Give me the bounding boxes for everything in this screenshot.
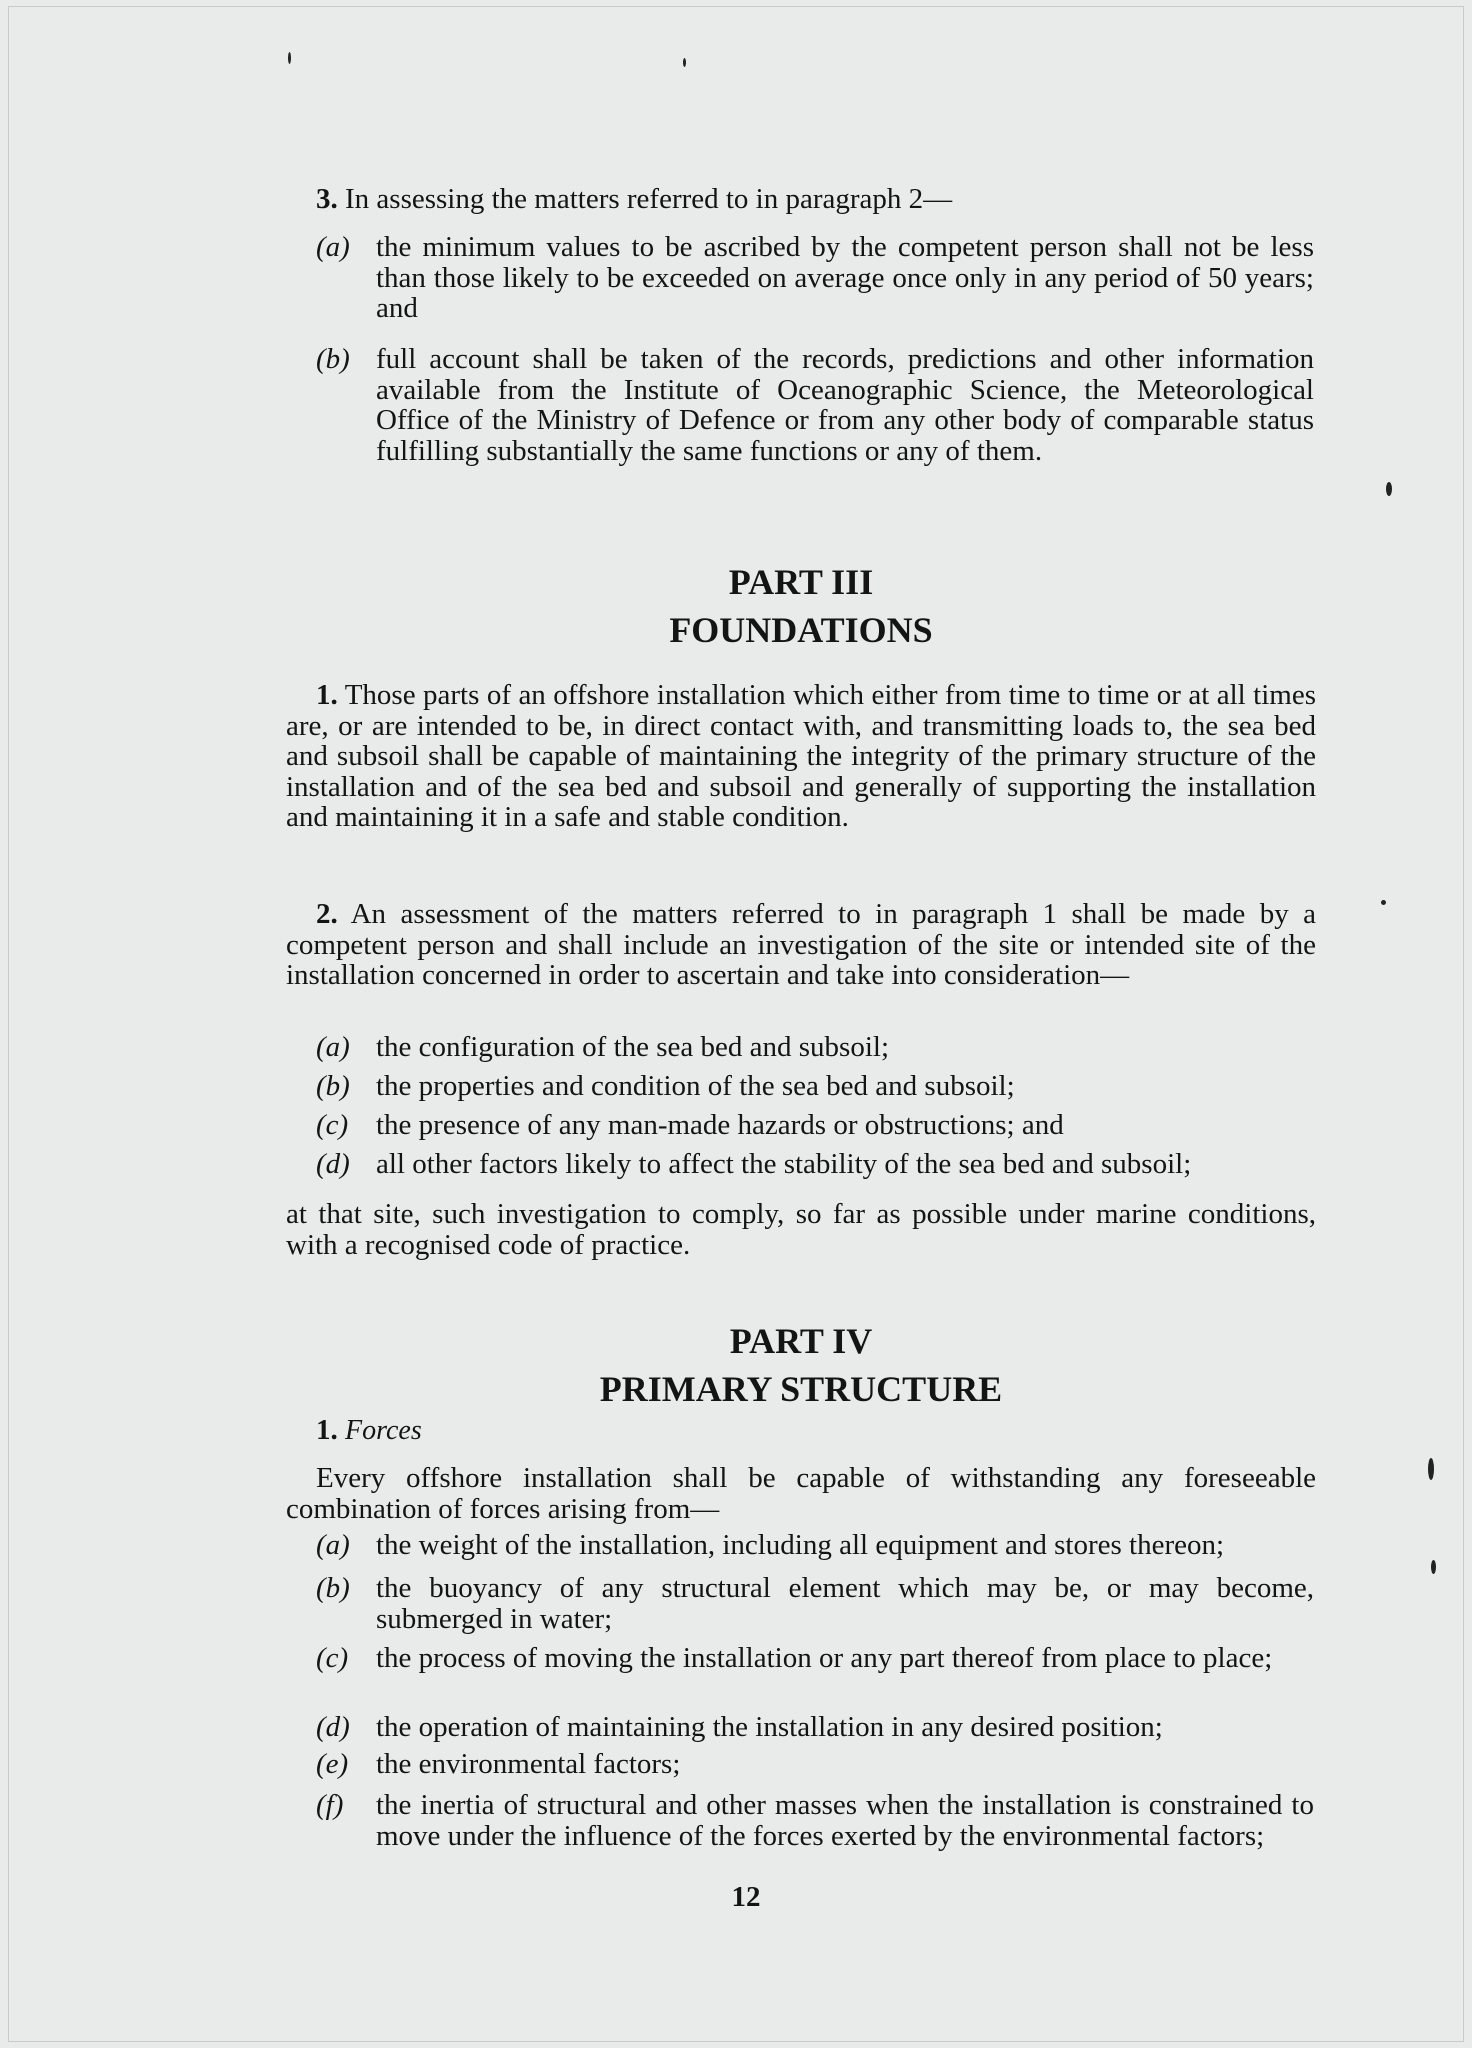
part4-subsection-1: [316, 1415, 422, 1446]
item-text: the weight of the installation, including all equipment and stores thereon;: [376, 1529, 1225, 1561]
item-label: (d): [316, 1711, 350, 1743]
item-text: the properties and condition of the sea bed and subsoil;: [376, 1070, 1015, 1102]
subsection-title: Forces: [345, 1415, 422, 1446]
paragraph-number: 2.: [316, 898, 338, 930]
item-label: (b): [316, 343, 350, 375]
item-text: the inertia of structural and other masses when the installation is constrained to move under the influence of the forces exerted by the environmental factors;: [376, 1789, 1314, 1852]
item-label: (e): [316, 1748, 349, 1780]
item-label: (a): [316, 1031, 350, 1063]
paragraph-text: Those parts of an offshore installation which either from time to time or at all times are, or are intended to be, in direct contact with, and transmitting loads to, the sea bed and subsoil shall be capable of maintaining the integrity of the primary structure of the installation and of the sea bed and subsoil and generally of supporting the installation and maintaining it in a safe and stable condition.: [286, 679, 1316, 833]
scan-speck: [288, 52, 291, 64]
item-label: (a): [316, 1529, 350, 1561]
item-text: the configuration of the sea bed and subsoil;: [376, 1031, 890, 1063]
item-label: (c): [316, 1642, 349, 1674]
page-number: 12: [731, 1881, 761, 1913]
subsection-number: 1.: [316, 1414, 338, 1446]
section3-intro: [316, 184, 1316, 215]
item-label: (d): [316, 1148, 350, 1180]
item-label: (b): [316, 1572, 350, 1604]
part4-title: PART IV: [729, 1321, 873, 1361]
paragraph-text: An assessment of the matters referred to in paragraph 1 shall be made by a competent person and shall include an investigation of the site or intended site of the installation concerned in order to ascertain and take into consideration—: [286, 898, 1316, 991]
paragraph-number: 3.: [316, 183, 338, 215]
item-text: the operation of maintaining the installation in any desired position;: [376, 1711, 1163, 1743]
part3-paragraph-1: [286, 680, 1316, 833]
scan-speck: [1428, 1458, 1434, 1480]
item-label: (b): [316, 1070, 350, 1102]
item-text: the minimum values to be ascribed by the competent person shall not be less than those likely to be exceeded on average once only in any period of 50 years; and: [376, 231, 1314, 324]
paragraph-text: In assessing the matters referred to in paragraph 2—: [345, 183, 953, 215]
item-label: (c): [316, 1109, 349, 1141]
scan-speck: [683, 58, 686, 67]
part3-subtitle: FOUNDATIONS: [669, 610, 933, 650]
item-text: the presence of any man-made hazards or obstructions; and: [376, 1109, 1064, 1141]
scan-speck: [1386, 482, 1392, 496]
part3-title: PART III: [728, 562, 874, 602]
paragraph-number: 1.: [316, 679, 338, 711]
part4-intro: Every offshore installation shall be capable of withstanding any foreseeable combination of forces arising from—: [286, 1462, 1316, 1525]
part4-subtitle: PRIMARY STRUCTURE: [599, 1369, 1003, 1409]
item-text: full account shall be taken of the records, predictions and other information available from the Institute of Oceanographic Science, the Meteorological Office of the Ministry of Defence or from any other body of comparable status fulfilling substantially the same functions or any of them.: [376, 343, 1314, 467]
item-label: (f): [316, 1789, 344, 1821]
scan-speck: [1431, 1560, 1436, 1574]
item-text: the buoyancy of any structural element which may be, or may become, submerged in water;: [376, 1572, 1314, 1635]
item-text: the process of moving the installation or any part thereof from place to place;: [376, 1642, 1273, 1674]
scan-speck: [1381, 900, 1386, 905]
part3-closing: at that site, such investigation to comply, so far as possible under marine conditions, with a recognised code of practice.: [286, 1198, 1316, 1261]
item-label: (a): [316, 231, 350, 263]
part3-paragraph-2: [286, 899, 1316, 991]
item-text: the environmental factors;: [376, 1748, 681, 1780]
item-text: all other factors likely to affect the stability of the sea bed and subsoil;: [376, 1148, 1192, 1180]
